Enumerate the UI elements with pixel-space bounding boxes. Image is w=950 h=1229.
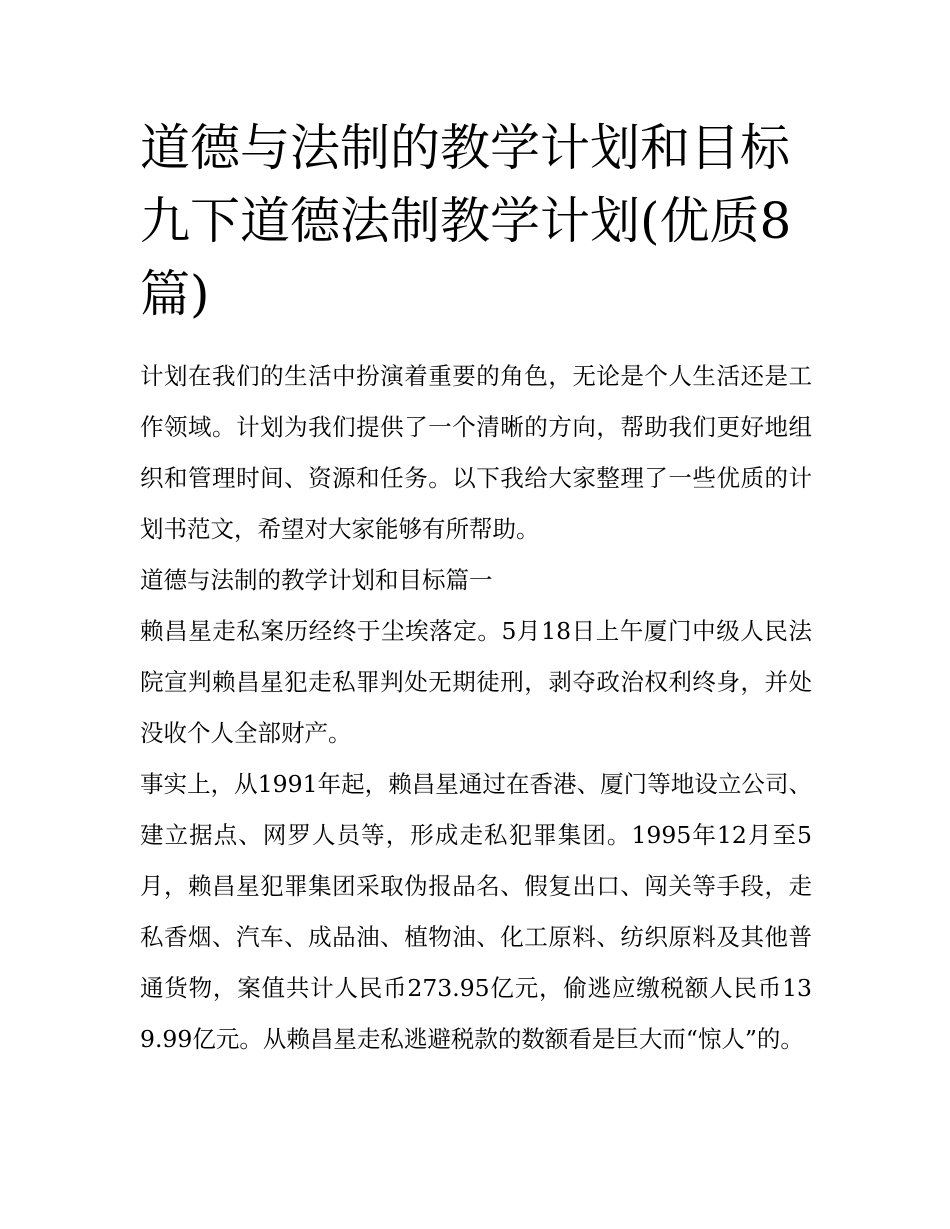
body-paragraph: 赖昌星走私案历经终于尘埃落定。5月18日上午厦门中级人民法院宣判赖昌星犯走私罪判处无期徒刑，剥夺政治权利终身，并处没收个人全部财产。	[140, 617, 812, 747]
document-body	[140, 351, 812, 1065]
document-title: 道德与法制的教学计划和目标九下道德法制教学计划(优质8篇)	[140, 119, 792, 323]
section-heading: 道德与法制的教学计划和目标篇一	[140, 566, 493, 594]
intro-paragraph: 计划在我们的生活中扮演着重要的角色，无论是个人生活还是工作领域。计划为我们提供了一个清晰的方向，帮助我们更好地组织和管理时间、资源和任务。以下我给大家整理了一些优质的计划书范文，希望对大家能够有所帮助。	[140, 362, 812, 543]
document-page	[140, 112, 812, 1065]
body-paragraph: 事实上，从1991年起，赖昌星通过在香港、厦门等地设立公司、建立据点、网罗人员等，形成走私犯罪集团。1995年12月至5月，赖昌星犯罪集团采取伪报品名、假复出口、闯关等手段，走私香烟、汽车、成品油、植物油、化工原料、纺织原料及其他普通货物，案值共计人民币273.95亿元，偷逃应缴税额人民币139.99亿元。从赖昌星走私逃避税款的数额看是巨大而“惊人”的。	[140, 770, 812, 1053]
